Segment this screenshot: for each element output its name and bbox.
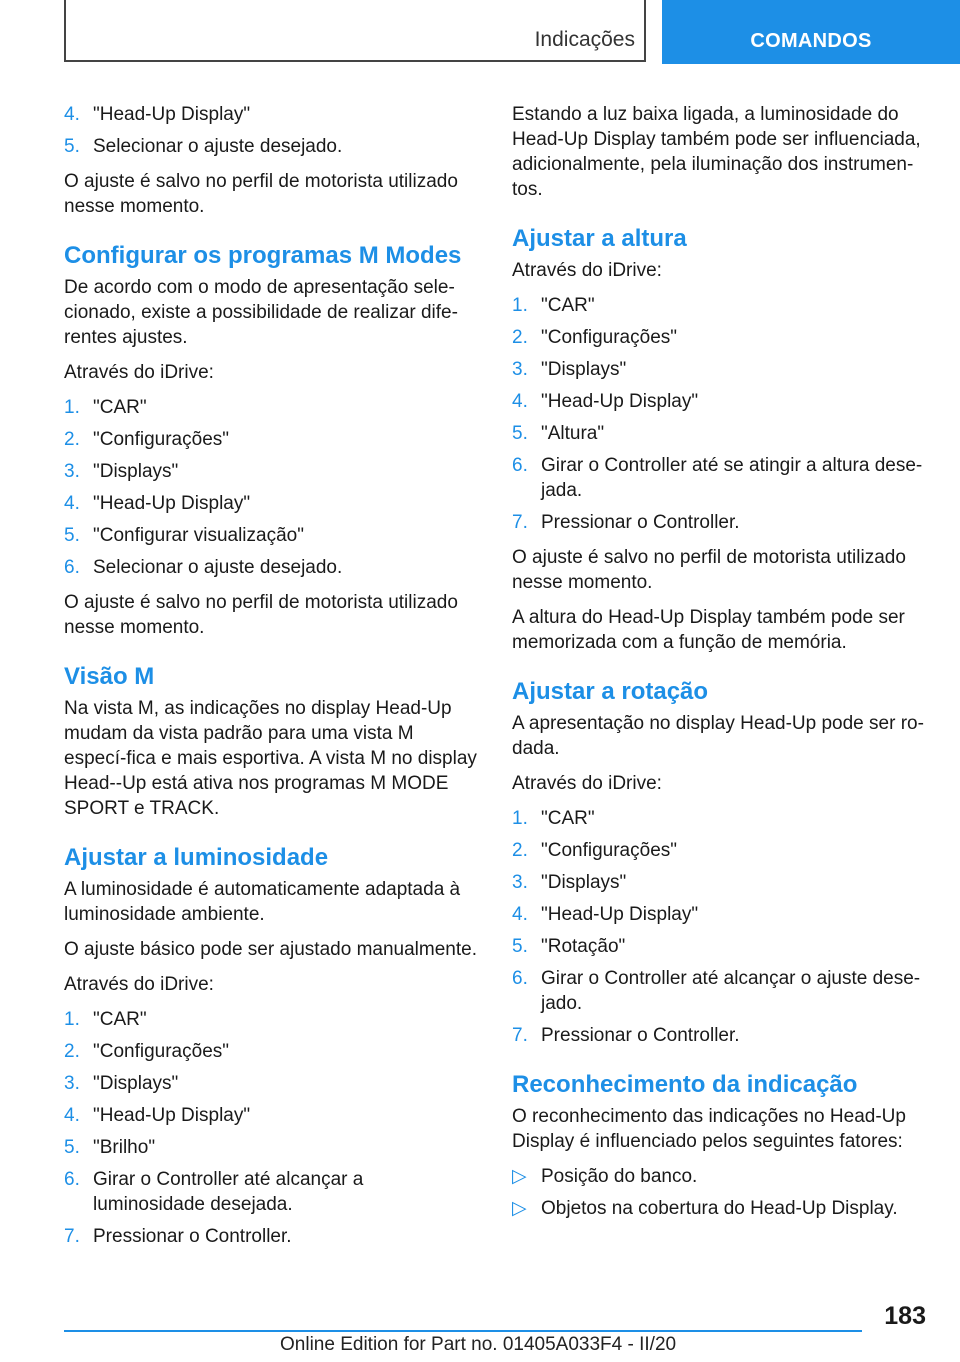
step-number: 1. [64,397,80,418]
item-text: "Configurações" [93,1041,230,1062]
item-text: "Configurações" [541,327,678,348]
step-item [64,1224,479,1249]
item-text: "Head-Up Display" [541,904,699,925]
step-item [64,1007,479,1032]
item-text: Girar o Controller até alcançar a luminosidade desejada. [93,1169,364,1215]
step-item [512,453,932,503]
step-number: 1. [512,295,528,316]
visao-m-text: Na vista M, as indicações no display Head-Up mudam da vista padrão para uma vista M especí-fica e mais esportiva. A vista M no display Head--Up está ativa nos programas M MODE SPORT e TRACK. [64,698,477,819]
m-modes-note: O ajuste é salvo no perfil de motorista utilizado nesse momento. [64,592,458,638]
step-item [64,395,479,420]
right-intro: Estando a luz baixa ligada, a luminosidade do Head-Up Display também pode ser influenciada, adicionalmente, pela iluminação dos instrumen-tos. [512,104,921,200]
luminosidade-via: Através do iDrive: [64,974,214,995]
step-item [64,1103,479,1128]
step-number: 2. [512,327,528,348]
item-text: "Displays" [93,461,179,482]
step-item [512,1023,932,1048]
rotacao-heading: Ajustar a rotação [512,678,709,705]
reconhecimento-bullets [512,1164,932,1221]
reconhecimento-intro: O reconhecimento das indicações no Head-Up Display é influenciado pelos seguintes fatores: [512,1106,906,1152]
step-item [64,1071,479,1096]
item-text: Selecionar o ajuste desejado. [93,557,343,578]
header-chapter-tab: COMANDOS [662,0,960,64]
step-number: 6. [512,455,528,476]
step-number: 1. [512,808,528,829]
item-text: Posição do banco. [541,1166,698,1187]
step-item [512,293,932,318]
rotacao-intro: A apresentação no display Head-Up pode ser ro-dada. [512,713,924,759]
item-text: "Altura" [541,423,605,444]
item-text: Pressionar o Controller. [93,1226,292,1247]
step-item [512,389,932,414]
step-number: 2. [512,840,528,861]
left-column [64,102,479,1259]
page-number: 183 [884,1302,926,1330]
m-modes-heading: Configurar os programas M Modes [64,242,462,269]
m-modes-steps [64,395,479,580]
item-text: Pressionar o Controller. [541,1025,740,1046]
luminosidade-heading: Ajustar a luminosidade [64,844,329,871]
right-column [512,102,932,1231]
altura-note-1: O ajuste é salvo no perfil de motorista utilizado nesse momento. [512,547,906,593]
step-item [512,838,932,863]
step-number: 5. [64,136,80,157]
step-item [512,325,932,350]
step-number: 4. [512,391,528,412]
step-number: 5. [64,1137,80,1158]
item-text: "Head-Up Display" [93,1105,251,1126]
item-text: "CAR" [93,1009,147,1030]
item-text: "Brilho" [93,1137,156,1158]
header-section-title: Indicações [534,28,635,51]
reconhecimento-heading: Reconhecimento da indicação [512,1071,858,1098]
step-number: 5. [512,936,528,957]
step-number: 5. [64,525,80,546]
item-text: "Displays" [93,1073,179,1094]
step-item [512,934,932,959]
altura-via: Através do iDrive: [512,260,662,281]
altura-steps [512,293,932,535]
step-item [512,421,932,446]
footer-divider [64,1330,862,1332]
step-number: 7. [64,1226,80,1247]
step-number: 5. [512,423,528,444]
item-text: "Configurações" [93,429,230,450]
item-text: Girar o Controller até se atingir a altura dese-jada. [541,455,923,501]
triangle-right-icon: ▷ [512,1166,527,1187]
item-text: "CAR" [541,295,595,316]
item-text: "Head-Up Display" [93,104,251,125]
step-number: 7. [512,512,528,533]
step-number: 3. [64,1073,80,1094]
step-item [64,1135,479,1160]
item-text: "Rotação" [541,936,626,957]
step-item [64,1167,479,1217]
triangle-right-icon: ▷ [512,1198,527,1219]
footer-edition: Online Edition for Part no. 01405A033F4 - II/20 [280,1334,677,1355]
step-item [64,491,479,516]
step-item [64,427,479,452]
luminosidade-steps [64,1007,479,1249]
step-number: 3. [512,872,528,893]
item-text: Objetos na cobertura do Head-Up Display. [541,1198,898,1219]
step-number: 4. [64,104,80,125]
m-modes-via: Através do iDrive: [64,362,214,383]
item-text: "Displays" [541,359,627,380]
step-number: 2. [64,429,80,450]
step-item [64,134,479,159]
luminosidade-text-1: A luminosidade é automaticamente adaptada à luminosidade ambiente. [64,879,461,925]
altura-heading: Ajustar a altura [512,225,687,252]
step-item [64,523,479,548]
step-item [512,902,932,927]
item-text: "CAR" [93,397,147,418]
item-text: "Configurações" [541,840,678,861]
visao-m-heading: Visão M [64,663,155,690]
item-text: "Displays" [541,872,627,893]
step-number: 2. [64,1041,80,1062]
item-text: Selecionar o ajuste desejado. [93,136,343,157]
step-item [512,510,932,535]
step-number: 4. [512,904,528,925]
item-text: "Head-Up Display" [541,391,699,412]
rotacao-steps [512,806,932,1048]
step-number: 7. [512,1025,528,1046]
step-number: 4. [64,1105,80,1126]
step-item [512,966,932,1016]
item-text: Pressionar o Controller. [541,512,740,533]
step-item [512,870,932,895]
top-list [64,102,479,159]
step-number: 6. [64,1169,80,1190]
item-text: "Configurar visualização" [93,525,304,546]
bullet-item [512,1164,932,1189]
step-item [64,1039,479,1064]
step-item [64,459,479,484]
top-note: O ajuste é salvo no perfil de motorista utilizado nesse momento. [64,171,458,217]
step-number: 6. [64,557,80,578]
step-number: 3. [64,461,80,482]
item-text: Girar o Controller até alcançar o ajuste dese-jado. [541,968,921,1014]
step-item [512,806,932,831]
step-number: 6. [512,968,528,989]
item-text: "CAR" [541,808,595,829]
rotacao-via: Através do iDrive: [512,773,662,794]
step-number: 3. [512,359,528,380]
step-item [64,555,479,580]
step-item [64,102,479,127]
step-number: 1. [64,1009,80,1030]
m-modes-intro: De acordo com o modo de apresentação sele-cionado, existe a possibilidade de realizar dife-rentes ajustes. [64,277,458,348]
step-number: 4. [64,493,80,514]
bullet-item [512,1196,932,1221]
altura-note-2: A altura do Head-Up Display também pode ser memorizada com a função de memória. [512,607,905,653]
luminosidade-text-2: O ajuste básico pode ser ajustado manualmente. [64,939,477,960]
step-item [512,357,932,382]
item-text: "Head-Up Display" [93,493,251,514]
